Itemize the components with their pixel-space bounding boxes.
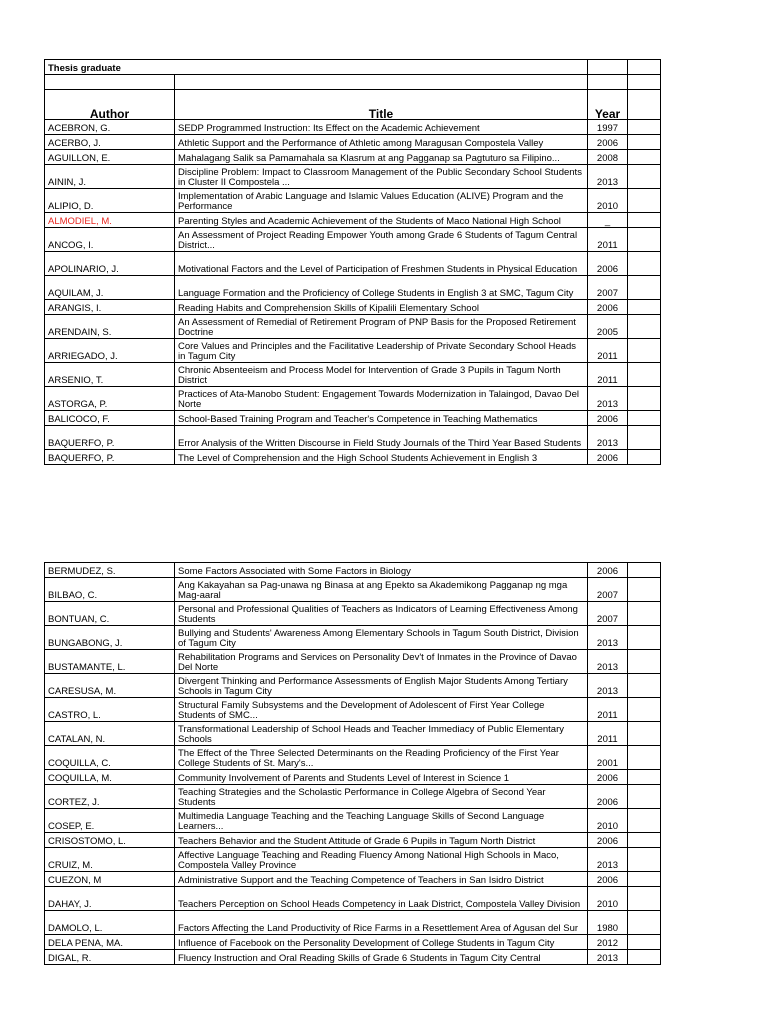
- title-cell: Some Factors Associated with Some Factors in Biology: [175, 563, 588, 578]
- author-cell: AININ, J.: [45, 165, 175, 189]
- author-cell: COQUILLA, M.: [45, 770, 175, 785]
- blank-cell: [628, 698, 661, 722]
- author-cell: ACERBO, J.: [45, 135, 175, 150]
- table-row: [45, 120, 661, 135]
- title-cell: Practices of Ata-Manobo Student: Engagement Towards Modernization in Talaingod, Davao Del Norte: [175, 387, 588, 411]
- blank-cell: [628, 833, 661, 848]
- blank-cell: [628, 650, 661, 674]
- year-cell: 1997: [588, 120, 628, 135]
- blank-cell: [628, 626, 661, 650]
- year-cell: 2005: [588, 315, 628, 339]
- blank-cell: [628, 213, 661, 228]
- author-cell: DIGAL, R.: [45, 950, 175, 965]
- author-cell: ASTORGA, P.: [45, 387, 175, 411]
- author-cell: CORTEZ, J.: [45, 785, 175, 809]
- table-caption: Thesis graduate: [45, 60, 588, 75]
- year-cell: 2006: [588, 833, 628, 848]
- title-cell: Affective Language Teaching and Reading Fluency Among National High Schools in Maco, Compostela Valley Province: [175, 848, 588, 872]
- table-row: [45, 833, 661, 848]
- blank-cell: [628, 563, 661, 578]
- year-header: Year: [588, 90, 628, 120]
- table-row: [45, 315, 661, 339]
- year-cell: 2011: [588, 363, 628, 387]
- year-cell: 2013: [588, 165, 628, 189]
- table-row: [45, 650, 661, 674]
- year-cell: 2013: [588, 426, 628, 450]
- table-row: [45, 135, 661, 150]
- blank-cell: [628, 165, 661, 189]
- title-cell: Teachers Behavior and the Student Attitude of Grade 6 Pupils in Tagum North District: [175, 833, 588, 848]
- year-cell: 2001: [588, 746, 628, 770]
- blank-cell: [628, 189, 661, 213]
- year-cell: 2006: [588, 770, 628, 785]
- year-cell: 2011: [588, 698, 628, 722]
- blank-cell: [628, 785, 661, 809]
- year-cell: 2013: [588, 387, 628, 411]
- table-row: [45, 213, 661, 228]
- blank-cell: [628, 135, 661, 150]
- table-row: [45, 228, 661, 252]
- table-row: [45, 698, 661, 722]
- title-cell: Personal and Professional Qualities of Teachers as Indicators of Learning Effectiveness Among Students: [175, 602, 588, 626]
- year-cell: 2011: [588, 339, 628, 363]
- blank-cell: [628, 228, 661, 252]
- table-row: [45, 602, 661, 626]
- author-cell: ACEBRON, G.: [45, 120, 175, 135]
- title-cell: An Assessment of Project Reading Empower Youth among Grade 6 Students of Tagum Central District...: [175, 228, 588, 252]
- author-cell: ALIPIO, D.: [45, 189, 175, 213]
- year-cell: 2013: [588, 950, 628, 965]
- year-cell: 2012: [588, 935, 628, 950]
- author-cell: ARRIEGADO, J.: [45, 339, 175, 363]
- title-cell: Teaching Strategies and the Scholastic Performance in College Algebra of Second Year Students: [175, 785, 588, 809]
- caption-row: [45, 60, 661, 75]
- title-cell: Teachers Perception on School Heads Competency in Laak District, Compostela Valley Division: [175, 887, 588, 911]
- year-cell: 2008: [588, 150, 628, 165]
- title-cell: Athletic Support and the Performance of Athletic among Maragusan Compostela Valley: [175, 135, 588, 150]
- table-row: [45, 363, 661, 387]
- title-cell: Rehabilitation Programs and Services on Personality Dev't of Inmates in the Province of Davao Del Norte: [175, 650, 588, 674]
- year-cell: 2006: [588, 300, 628, 315]
- table-row: [45, 450, 661, 465]
- year-cell: 2006: [588, 785, 628, 809]
- year-cell: 2006: [588, 135, 628, 150]
- author-cell: ALMODIEL, M.: [45, 213, 175, 228]
- table-row: [45, 785, 661, 809]
- year-cell: 2007: [588, 602, 628, 626]
- title-cell: Language Formation and the Proficiency of College Students in English 3 at SMC, Tagum City: [175, 276, 588, 300]
- blank-cell: [628, 887, 661, 911]
- title-cell: Multimedia Language Teaching and the Teaching Language Skills of Second Language Learners...: [175, 809, 588, 833]
- year-cell: 2007: [588, 578, 628, 602]
- title-cell: The Level of Comprehension and the High School Students Achievement in English 3: [175, 450, 588, 465]
- title-cell: An Assessment of Remedial of Retirement Program of PNP Basis for the Proposed Retirement Doctrine: [175, 315, 588, 339]
- table-row: [45, 674, 661, 698]
- blank-cell: [628, 578, 661, 602]
- title-cell: Error Analysis of the Written Discourse in Field Study Journals of the Third Year Based Students: [175, 426, 588, 450]
- blank-cell: [628, 300, 661, 315]
- table-row: [45, 872, 661, 887]
- author-cell: DELA PENA, MA.: [45, 935, 175, 950]
- year-cell: _: [588, 213, 628, 228]
- author-cell: BAQUERFO, P.: [45, 426, 175, 450]
- table-row: [45, 563, 661, 578]
- blank-cell: [628, 602, 661, 626]
- table-row: [45, 746, 661, 770]
- title-cell: Motivational Factors and the Level of Participation of Freshmen Students in Physical Education: [175, 252, 588, 276]
- blank-cell: [628, 450, 661, 465]
- blank-cell: [628, 848, 661, 872]
- title-cell: Influence of Facebook on the Personality Development of College Students in Tagum City: [175, 935, 588, 950]
- title-cell: Parenting Styles and Academic Achievement of the Students of Maco National High School: [175, 213, 588, 228]
- author-cell: DAMOLO, L.: [45, 911, 175, 935]
- year-cell: 2006: [588, 252, 628, 276]
- author-cell: COQUILLA, C.: [45, 746, 175, 770]
- table-row: [45, 300, 661, 315]
- table-row: [45, 150, 661, 165]
- author-cell: CUEZON, M: [45, 872, 175, 887]
- year-cell: 2010: [588, 809, 628, 833]
- title-cell: Community Involvement of Parents and Students Level of Interest in Science 1: [175, 770, 588, 785]
- blank-cell: [628, 722, 661, 746]
- table-row: [45, 911, 661, 935]
- title-cell: School-Based Training Program and Teacher's Competence in Teaching Mathematics: [175, 411, 588, 426]
- table-row: [45, 578, 661, 602]
- author-cell: AGUILLON, E.: [45, 150, 175, 165]
- table-row: [45, 770, 661, 785]
- blank-cell: [628, 150, 661, 165]
- blank-cell: [628, 339, 661, 363]
- author-cell: BUNGABONG, J.: [45, 626, 175, 650]
- author-cell: CRUIZ, M.: [45, 848, 175, 872]
- table-row: [45, 950, 661, 965]
- blank-cell: [628, 770, 661, 785]
- author-cell: ARENDAIN, S.: [45, 315, 175, 339]
- title-cell: Administrative Support and the Teaching Competence of Teachers in San Isidro District: [175, 872, 588, 887]
- title-cell: Mahalagang Salik sa Pamamahala sa Klasrum at ang Pagganap sa Pagtuturo sa Filipino...: [175, 150, 588, 165]
- blank-cell: [628, 276, 661, 300]
- table-row: [45, 809, 661, 833]
- thesis-table-1: [44, 59, 661, 465]
- title-header: Title: [175, 90, 588, 120]
- table-row: [45, 411, 661, 426]
- author-cell: CATALAN, N.: [45, 722, 175, 746]
- blank-cell: [628, 746, 661, 770]
- table-row: [45, 848, 661, 872]
- author-cell: BONTUAN, C.: [45, 602, 175, 626]
- author-cell: COSEP, E.: [45, 809, 175, 833]
- year-cell: 1980: [588, 911, 628, 935]
- title-cell: Core Values and Principles and the Facilitative Leadership of Private Secondary School Heads in Tagum City: [175, 339, 588, 363]
- year-cell: 2011: [588, 722, 628, 746]
- author-cell: BAQUERFO, P.: [45, 450, 175, 465]
- table-row: [45, 276, 661, 300]
- year-cell: 2013: [588, 848, 628, 872]
- year-cell: 2010: [588, 887, 628, 911]
- year-cell: 2006: [588, 563, 628, 578]
- blank-cell: [628, 935, 661, 950]
- blank-row: [45, 75, 661, 90]
- table-row: [45, 189, 661, 213]
- blank-cell: [628, 426, 661, 450]
- thesis-table-2: [44, 562, 661, 965]
- header-row: [45, 90, 661, 120]
- table-row: [45, 887, 661, 911]
- table-row: [45, 387, 661, 411]
- author-header: Author: [45, 90, 175, 120]
- author-cell: ARANGIS, I.: [45, 300, 175, 315]
- blank-cell: [628, 809, 661, 833]
- title-cell: Reading Habits and Comprehension Skills of Kipalili Elementary School: [175, 300, 588, 315]
- title-cell: Bullying and Students' Awareness Among Elementary Schools in Tagum South District, Division of Tagum City: [175, 626, 588, 650]
- year-cell: 2013: [588, 626, 628, 650]
- author-cell: BILBAO, C.: [45, 578, 175, 602]
- title-cell: Ang Kakayahan sa Pag-unawa ng Binasa at ang Epekto sa Akademikong Pagganap ng mga Mag-aaral: [175, 578, 588, 602]
- blank-cell: [628, 950, 661, 965]
- year-cell: 2006: [588, 411, 628, 426]
- author-cell: ANCOG, I.: [45, 228, 175, 252]
- title-cell: Discipline Problem: Impact to Classroom Management of the Public Secondary School Students in Cluster II Compostela ...: [175, 165, 588, 189]
- year-cell: 2013: [588, 650, 628, 674]
- author-cell: BERMUDEZ, S.: [45, 563, 175, 578]
- year-cell: 2006: [588, 450, 628, 465]
- year-cell: 2013: [588, 674, 628, 698]
- title-cell: SEDP Programmed Instruction: Its Effect on the Academic Achievement: [175, 120, 588, 135]
- author-cell: DAHAY, J.: [45, 887, 175, 911]
- blank-cell: [628, 411, 661, 426]
- year-cell: 2011: [588, 228, 628, 252]
- author-cell: APOLINARIO, J.: [45, 252, 175, 276]
- blank-cell: [628, 387, 661, 411]
- author-cell: CRISOSTOMO, L.: [45, 833, 175, 848]
- title-cell: Fluency Instruction and Oral Reading Skills of Grade 6 Students in Tagum City Central: [175, 950, 588, 965]
- table-row: [45, 626, 661, 650]
- table-row: [45, 252, 661, 276]
- table-row: [45, 935, 661, 950]
- table-row: [45, 426, 661, 450]
- table-row: [45, 722, 661, 746]
- title-cell: Implementation of Arabic Language and Islamic Values Education (ALIVE) Program and the Performance: [175, 189, 588, 213]
- title-cell: Structural Family Subsystems and the Development of Adolescent of First Year College Students of SMC...: [175, 698, 588, 722]
- table-row: [45, 339, 661, 363]
- blank-cell: [628, 252, 661, 276]
- author-cell: BUSTAMANTE, L.: [45, 650, 175, 674]
- blank-cell: [628, 872, 661, 887]
- blank-cell: [628, 363, 661, 387]
- author-cell: CASTRO, L.: [45, 698, 175, 722]
- title-cell: Chronic Absenteeism and Process Model for Intervention of Grade 3 Pupils in Tagum North District: [175, 363, 588, 387]
- title-cell: Divergent Thinking and Performance Assessments of English Major Students Among Tertiary Schools in Tagum City: [175, 674, 588, 698]
- year-cell: 2006: [588, 872, 628, 887]
- year-cell: 2010: [588, 189, 628, 213]
- blank-cell: [628, 315, 661, 339]
- title-cell: Factors Affecting the Land Productivity of Rice Farms in a Resettlement Area of Agusan del Sur: [175, 911, 588, 935]
- table-row: [45, 165, 661, 189]
- author-cell: AQUILAM, J.: [45, 276, 175, 300]
- year-cell: 2007: [588, 276, 628, 300]
- title-cell: The Effect of the Three Selected Determinants on the Reading Proficiency of the First Year College Students of St. Mary's...: [175, 746, 588, 770]
- blank-cell: [628, 120, 661, 135]
- author-cell: CARESUSA, M.: [45, 674, 175, 698]
- blank-cell: [628, 911, 661, 935]
- author-cell: ARSENIO, T.: [45, 363, 175, 387]
- title-cell: Transformational Leadership of School Heads and Teacher Immediacy of Public Elementary Schools: [175, 722, 588, 746]
- author-cell: BALICOCO, F.: [45, 411, 175, 426]
- blank-cell: [628, 674, 661, 698]
